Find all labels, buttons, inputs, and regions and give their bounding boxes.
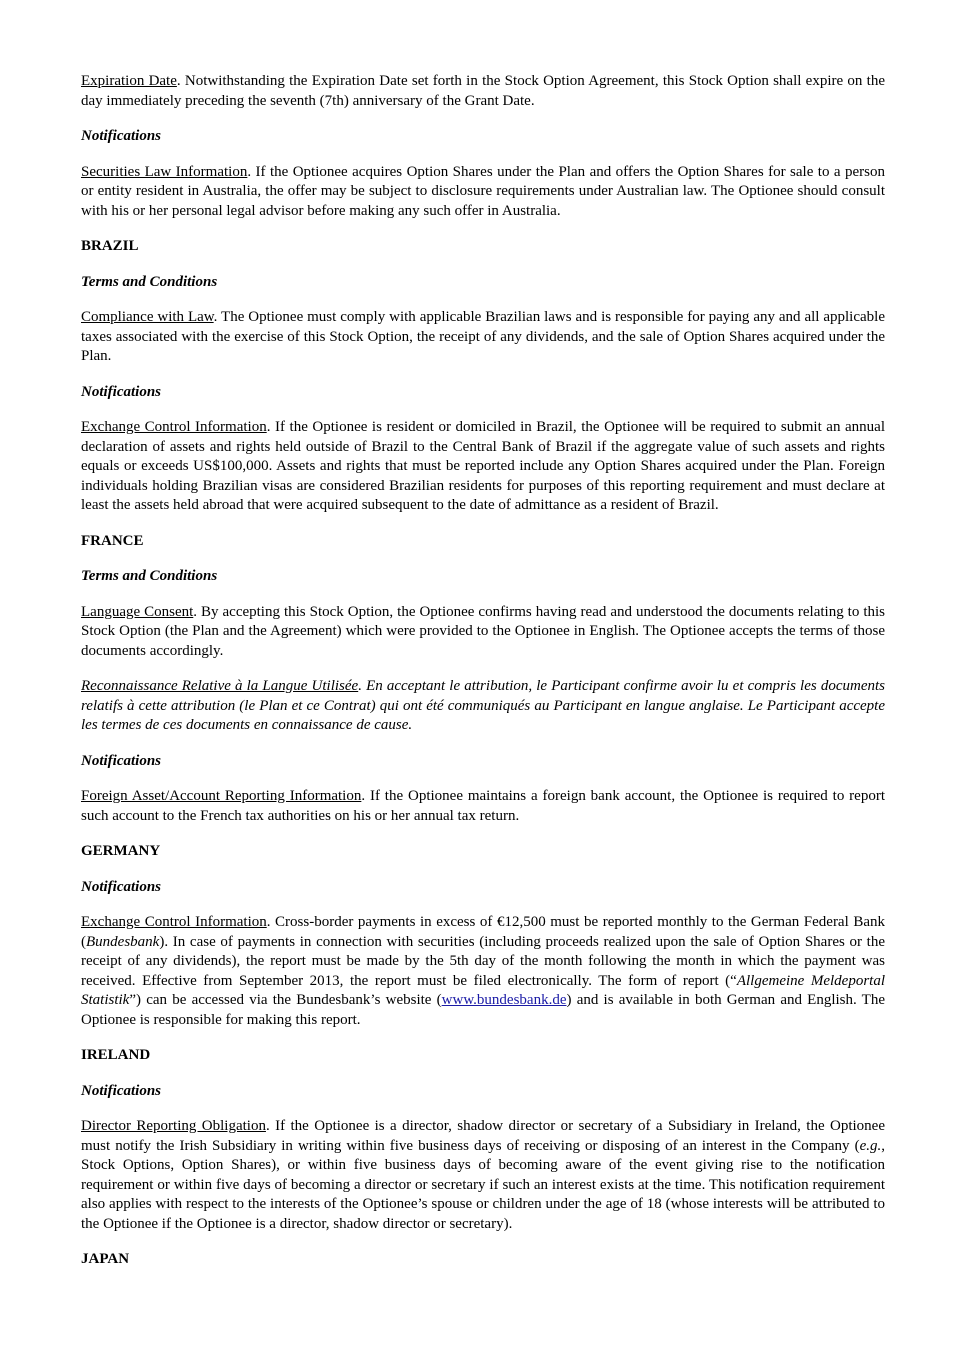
expiration-text: . Notwithstanding the Expiration Date set forth in the Stock Option Agreement, this Stock Option shall expire on the day immediately preceding the seventh (7th) anniversary of the Grant Date. (81, 73, 885, 109)
germany-text-3: ”) can be accessed via the Bundesbank’s website ( (129, 992, 442, 1008)
germany-exchange-title: Exchange Control Information (81, 914, 267, 930)
brazil-exchange-paragraph (81, 418, 885, 516)
brazil-heading: BRAZIL (81, 238, 139, 254)
ireland-director-paragraph (81, 1117, 885, 1234)
securities-title: Securities Law Information (81, 163, 248, 180)
germany-form-name: Allgemeine Meldeportal Statistik (81, 972, 885, 1008)
germany-text-1: . Cross-border payments in excess of €12,500 must be reported monthly to the German Federal Bank ( (81, 914, 885, 950)
france-foreign-text: . If the Optionee maintains a foreign bank account, the Optionee is required to report such account to the French tax authorities on his or her annual tax return. (81, 788, 885, 824)
brazil-compliance-paragraph (81, 308, 885, 367)
expiration-title: Expiration Date (81, 73, 177, 89)
france-notifications-heading: Notifications (81, 752, 162, 769)
germany-notifications-heading: Notifications (81, 878, 162, 895)
expiration-paragraph (81, 72, 885, 111)
france-french-paragraph (81, 677, 885, 736)
france-language-title: Language Consent (81, 603, 194, 620)
bundesbank-link[interactable]: www.bundesbank.de (441, 992, 567, 1008)
germany-heading: GERMANY (81, 843, 161, 859)
france-language-text: . By accepting this Stock Option, the Optionee confirms having read and understood the documents relating to this Stock Option (the Plan and the Agreement) which were provided to the Optionee in English. The Optionee accepts the terms of those documents accordingly. (81, 603, 885, 659)
brazil-exchange-text: . If the Optionee is resident or domiciled in Brazil, the Optionee will be required to submit an annual declaration of assets and rights held outside of Brazil to the Central Bank of Brazil if the aggregate value of such assets and rights equals or exceeds US$100,000. Assets and rights that must be reported include any Option Shares acquired under the Plan. Foreign individuals holding Brazilian visas are considered Brazilian residents for purposes of this reporting requirement and must declare at least the assets held abroad that were acquired subsequent to the date of admittance as a resident of Brazil. (81, 419, 885, 513)
ireland-notifications-heading: Notifications (81, 1082, 162, 1099)
brazil-compliance-text: . The Optionee must comply with applicable Brazilian laws and is responsible for paying any and all applicable taxes associated with the exercise of this Stock Option, the receipt of any dividends, and the sale of Option Shares acquired under the Plan. (81, 309, 885, 364)
france-french-title: Reconnaissance Relative à la Langue Utilisée (81, 678, 359, 694)
brazil-terms-heading: Terms and Conditions (81, 273, 218, 290)
germany-text-4: ) and is available in both German and English. The Optionee is responsible for making this report. (81, 992, 886, 1028)
france-terms-heading: Terms and Conditions (81, 568, 218, 584)
document-page (81, 72, 885, 1286)
brazil-exchange-title: Exchange Control Information (81, 419, 267, 435)
germany-bundesbank: Bundesbank (86, 933, 160, 950)
germany-exchange-paragraph (81, 913, 885, 1030)
securities-text: . If the Optionee acquires Option Shares under the Plan and offers the Option Shares for sale to a person or entity resident in Australia, the offer may be subject to disclosure requirements under Australian law. The Optionee should consult with his or her personal legal advisor before making any such offer in Australia. (81, 163, 885, 219)
germany-text-2: ). In case of payments in connection with securities (including proceeds realized upon the sale of Option Shares or the receipt of any dividends), the report must be made by the 5th day of the month following the month in which the payment was received. Effective from September 2013, the report must be filed electronically. The form of report (“ (81, 933, 885, 989)
france-heading: FRANCE (81, 532, 144, 549)
france-foreign-title: Foreign Asset/Account Reporting Information (81, 788, 362, 804)
ireland-text-2: , Stock Options, Option Shares), or within five business days of becoming aware of the event giving rise to the notification requirement or within five days of becoming a director or secretary if such an interest exists at the time. This notification requirement also applies with respect to the interests of the Optionee’s spouse or children under the age of 18 (whose interests will be attributed to the Optionee if the Optionee is a director, shadow director or secretary). (81, 1137, 885, 1232)
france-french-text: . En acceptant le attribution, le Participant confirme avoir lu et compris les documents relatifs à cette attribution (le Plan et ce Contrat) qui ont été communiqués au Participant en langue anglaise. Le Participant accepte les termes de ces documents en connaissance de cause. (81, 678, 885, 733)
france-language-paragraph (81, 603, 885, 662)
ireland-eg: e.g. (859, 1137, 882, 1154)
securities-paragraph (81, 163, 885, 222)
ireland-heading: IRELAND (81, 1047, 151, 1063)
brazil-notifications-heading: Notifications (81, 383, 162, 400)
brazil-compliance-title: Compliance with Law (81, 309, 214, 325)
france-foreign-paragraph (81, 787, 885, 826)
ireland-text-1: . If the Optionee is a director, shadow director or secretary of a Subsidiary in Ireland, the Optionee must notify the Irish Subsidiary in writing within five business days of receiving or disposing of an interest in the Company ( (81, 1118, 885, 1154)
ireland-director-title: Director Reporting Obligation (81, 1118, 266, 1134)
notifications-heading: Notifications (81, 128, 162, 144)
japan-heading: JAPAN (81, 1251, 130, 1267)
